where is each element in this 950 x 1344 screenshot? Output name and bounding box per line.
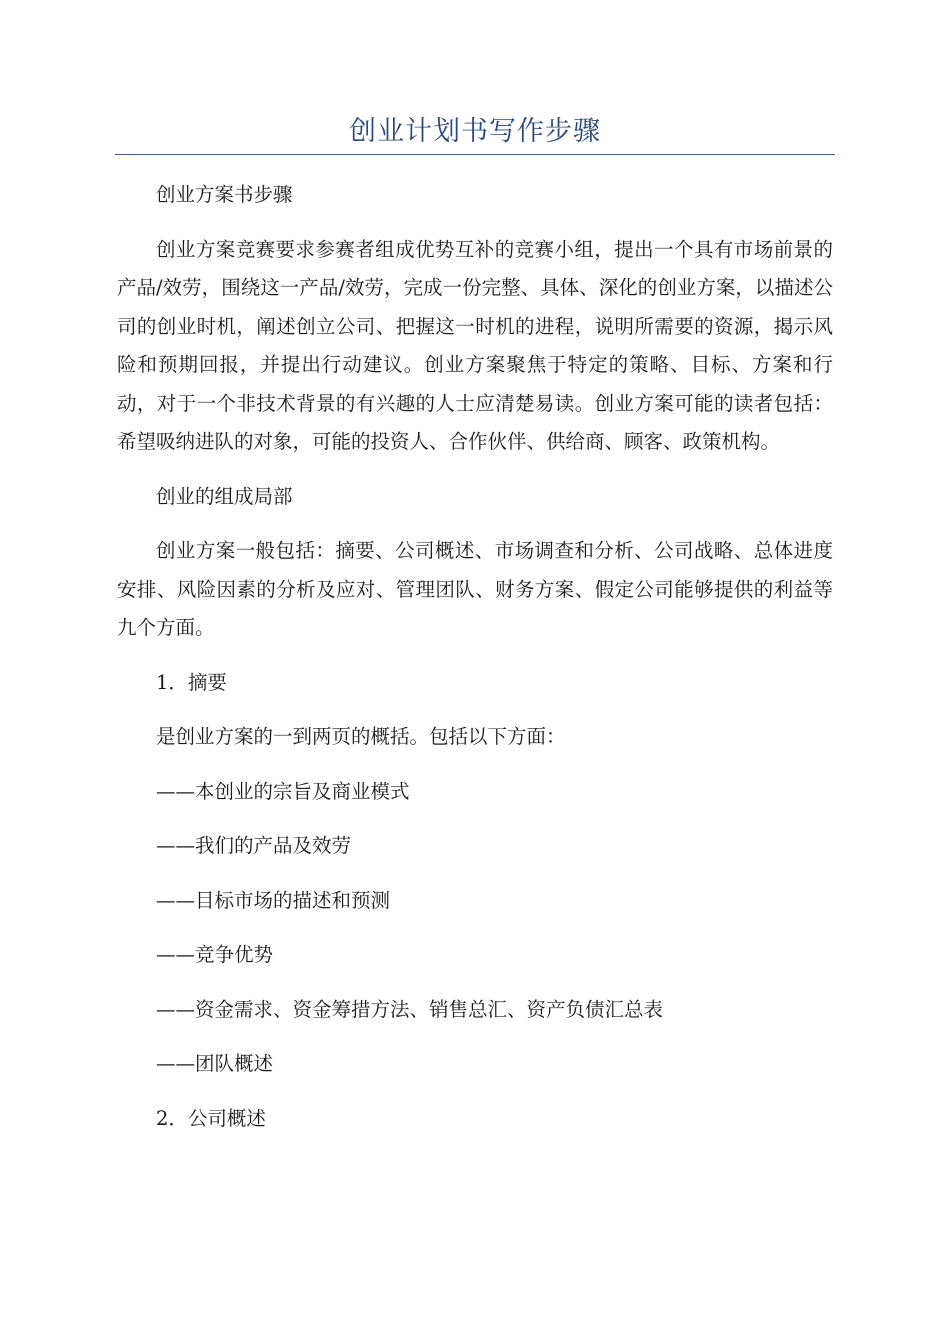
paragraph-competition-requirements: 创业方案竞赛要求参赛者组成优势互补的竞赛小组，提出一个具有市场前景的产品/效劳，围绕这一产品/效劳，完成一份完整、具体、深化的创业方案，以描述公司的创业时机，阐述创立公司、把握这一时机的进程，说明所需要的资源，揭示风险和预期回报，并提出行动建议。创业方案聚焦于特定的策略、目标、方案和行动，对于一个非技术背景的有兴趣的人士应清楚易读。创业方案可能的读者包括：希望吸纳进队的对象，可能的投资人、合作伙伴、供给商、顾客、政策机构。 <box>117 237 833 453</box>
section-heading-components: 创业的组成局部 <box>156 484 293 508</box>
section-heading-plan-steps: 创业方案书步骤 <box>156 183 293 206</box>
list-item: ——本创业的宗旨及商业模式 <box>156 779 410 803</box>
paragraph-summary-intro: 是创业方案的一到两页的概括。包括以下方面： <box>156 725 566 748</box>
list-item: ——我们的产品及效劳 <box>156 834 352 857</box>
document-title: 创业计划书写作步骤 <box>349 116 601 147</box>
title-underline <box>115 154 835 155</box>
list-item: ——竞争优势 <box>156 943 274 966</box>
paragraph-plan-contents: 创业方案一般包括：摘要、公司概述、市场调查和分析、公司战略、总体进度安排、风险因素的分析及应对、管理团队、财务方案、假定公司能够提供的利益等九个方面。 <box>117 539 833 639</box>
list-item: ——资金需求、资金筹措方法、销售总汇、资产负债汇总表 <box>156 997 664 1021</box>
section-heading-summary: 1．摘要 <box>156 670 227 694</box>
list-item: ——目标市场的描述和预测 <box>156 888 391 912</box>
list-item: ——团队概述 <box>156 1052 274 1075</box>
document-body <box>117 176 833 1154</box>
section-heading-company-overview: 2．公司概述 <box>156 1106 266 1130</box>
